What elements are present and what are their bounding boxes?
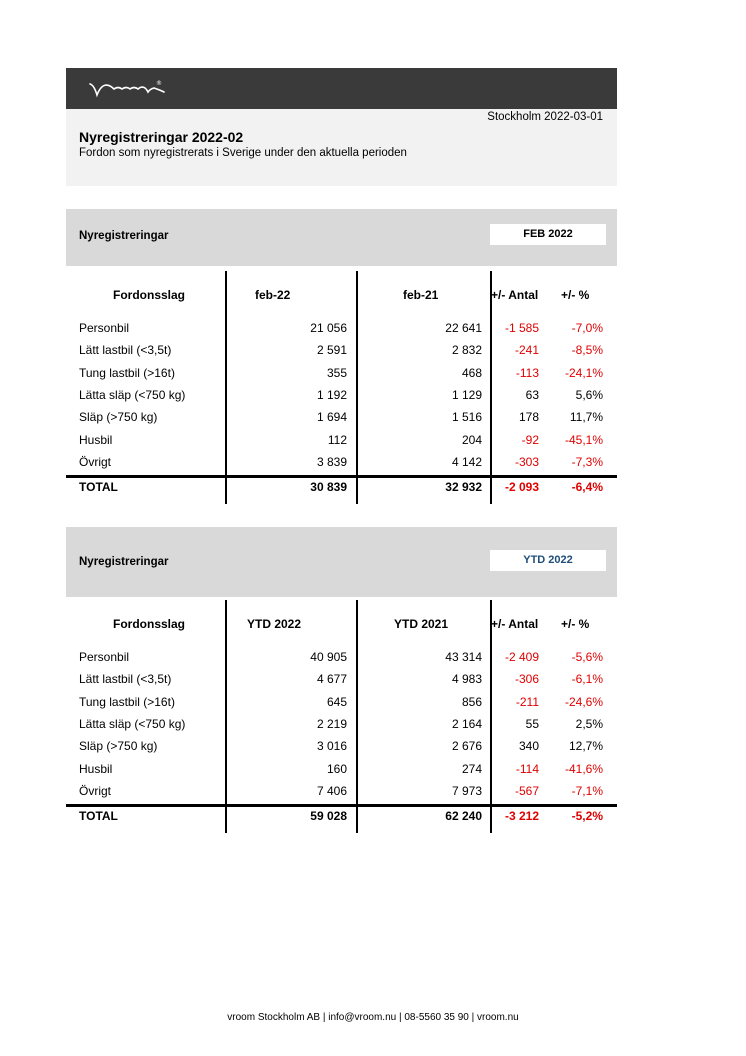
value-percent: -7,1% bbox=[571, 783, 603, 798]
value-percent: -7,3% bbox=[571, 454, 603, 469]
value-percent: -45,1% bbox=[564, 432, 603, 447]
value-diff: -3 212 bbox=[504, 809, 539, 824]
value-previous: 43 314 bbox=[445, 650, 482, 664]
value-current: 2 219 bbox=[316, 716, 347, 731]
value-current: 40 905 bbox=[310, 650, 347, 664]
value-current: 1 694 bbox=[316, 410, 347, 425]
value-percent: -24,6% bbox=[564, 694, 603, 709]
table-row bbox=[66, 759, 617, 781]
row-label: Lätta släp (<750 kg) bbox=[79, 387, 186, 402]
section-band-month bbox=[66, 209, 617, 266]
value-previous: 2 832 bbox=[451, 343, 482, 358]
value-percent: -24,1% bbox=[564, 365, 603, 380]
report-subtitle: Fordon som nyregistrerats i Sverige under den aktuella perioden bbox=[79, 147, 407, 159]
table-row bbox=[66, 714, 617, 736]
report-date: Stockholm 2022-03-01 bbox=[487, 111, 603, 123]
value-diff: -114 bbox=[515, 761, 539, 776]
value-previous: 22 641 bbox=[445, 321, 482, 335]
value-percent: -5,2% bbox=[571, 809, 603, 824]
table-row bbox=[66, 385, 617, 407]
value-diff: -2 409 bbox=[504, 650, 539, 664]
table-month bbox=[66, 271, 617, 506]
table-row bbox=[66, 340, 617, 362]
value-current: 21 056 bbox=[310, 321, 347, 335]
row-label: Lätta släp (<750 kg) bbox=[79, 716, 186, 731]
footer-contact: vroom Stockholm AB | info@vroom.nu | 08-5560 35 90 | vroom.nu bbox=[227, 1012, 519, 1023]
value-percent: -41,6% bbox=[564, 761, 603, 776]
value-current: 1 192 bbox=[316, 387, 347, 402]
value-diff: -2 093 bbox=[504, 480, 539, 495]
value-previous: 1 129 bbox=[451, 387, 482, 402]
table-row bbox=[66, 736, 617, 758]
vroom-logo bbox=[88, 76, 168, 100]
value-percent: -7,0% bbox=[571, 321, 603, 335]
table-row bbox=[66, 452, 617, 474]
value-percent: -5,6% bbox=[571, 650, 603, 664]
value-diff: -567 bbox=[514, 783, 539, 798]
value-current: 30 839 bbox=[310, 480, 347, 495]
value-current: 112 bbox=[327, 432, 347, 447]
value-previous: 274 bbox=[461, 761, 482, 776]
value-diff: -1 585 bbox=[504, 321, 539, 335]
row-label: Tung lastbil (>16t) bbox=[79, 694, 175, 709]
row-label: Övrigt bbox=[79, 783, 112, 798]
section-label: Nyregistreringar bbox=[79, 556, 169, 568]
value-previous: 32 932 bbox=[445, 480, 482, 495]
value-percent: -8,5% bbox=[571, 343, 603, 358]
value-previous: 7 973 bbox=[451, 783, 482, 798]
row-label: TOTAL bbox=[79, 809, 118, 824]
value-previous: 62 240 bbox=[445, 809, 482, 824]
value-current: 2 591 bbox=[316, 343, 347, 358]
column-header: +/- Antal bbox=[491, 288, 539, 302]
row-label: Personbil bbox=[79, 321, 130, 335]
table-row bbox=[66, 669, 617, 691]
value-current: 59 028 bbox=[310, 809, 347, 824]
value-diff: -211 bbox=[515, 694, 539, 709]
row-label: Lätt lastbil (<3,5t) bbox=[79, 343, 172, 358]
value-percent: 12,7% bbox=[568, 739, 603, 754]
value-previous: 2 676 bbox=[451, 739, 482, 754]
value-previous: 468 bbox=[461, 365, 482, 380]
report-header bbox=[66, 109, 617, 186]
table-ytd bbox=[66, 600, 617, 835]
value-diff: -303 bbox=[514, 454, 539, 469]
column-header: feb-21 bbox=[403, 288, 439, 302]
row-label: Personbil bbox=[79, 650, 130, 664]
value-diff: -92 bbox=[521, 432, 539, 447]
value-percent: 2,5% bbox=[575, 716, 603, 731]
value-current: 355 bbox=[326, 365, 347, 380]
value-current: 160 bbox=[326, 761, 347, 776]
row-label: Övrigt bbox=[79, 454, 112, 469]
value-diff: 55 bbox=[525, 716, 539, 731]
row-label: Lätt lastbil (<3,5t) bbox=[79, 672, 172, 687]
value-percent: 11,7% bbox=[569, 410, 603, 425]
value-previous: 4 983 bbox=[451, 672, 482, 687]
row-label: Husbil bbox=[79, 761, 113, 776]
table-row bbox=[66, 407, 617, 429]
column-header: YTD 2022 bbox=[247, 617, 302, 631]
column-header: +/- % bbox=[561, 617, 590, 631]
value-current: 3 016 bbox=[316, 739, 347, 754]
value-previous: 4 142 bbox=[451, 454, 482, 469]
value-diff: 178 bbox=[518, 410, 539, 425]
value-current: 3 839 bbox=[316, 454, 347, 469]
value-diff: 340 bbox=[518, 739, 539, 754]
section-band-ytd bbox=[66, 527, 617, 597]
table-row bbox=[66, 781, 617, 803]
column-header: Fordonsslag bbox=[113, 617, 186, 631]
column-header: Fordonsslag bbox=[113, 288, 186, 302]
value-diff: 63 bbox=[525, 387, 539, 402]
value-previous: 2 164 bbox=[451, 716, 482, 731]
value-previous: 856 bbox=[461, 694, 482, 709]
value-current: 645 bbox=[326, 694, 347, 709]
value-previous: 204 bbox=[461, 432, 482, 447]
row-label: Släp (>750 kg) bbox=[79, 739, 158, 754]
section-label: Nyregistreringar bbox=[79, 230, 169, 242]
value-diff: -113 bbox=[515, 365, 539, 380]
table-row bbox=[66, 363, 617, 385]
column-header: feb-22 bbox=[255, 288, 291, 302]
row-label: Tung lastbil (>16t) bbox=[79, 365, 175, 380]
total-row bbox=[66, 806, 617, 828]
column-header: YTD 2021 bbox=[394, 617, 449, 631]
value-diff: -306 bbox=[514, 672, 539, 687]
total-row bbox=[66, 477, 617, 499]
value-current: 7 406 bbox=[316, 783, 347, 798]
value-percent: -6,4% bbox=[571, 480, 603, 495]
column-header: +/- Antal bbox=[491, 617, 539, 631]
svg-text:®: ® bbox=[156, 80, 162, 87]
table-row bbox=[66, 692, 617, 714]
value-percent: -6,1% bbox=[571, 672, 603, 687]
column-header: +/- % bbox=[561, 288, 590, 302]
value-previous: 1 516 bbox=[451, 410, 482, 425]
report-title: Nyregistreringar 2022-02 bbox=[79, 129, 244, 145]
value-current: 4 677 bbox=[316, 672, 347, 687]
row-label: Husbil bbox=[79, 432, 113, 447]
logo-bar bbox=[66, 68, 617, 109]
table-row bbox=[66, 318, 617, 340]
value-percent: 5,6% bbox=[575, 387, 603, 402]
period-badge: FEB 2022 bbox=[490, 224, 606, 245]
value-diff: -241 bbox=[514, 343, 539, 358]
row-label: Släp (>750 kg) bbox=[79, 410, 158, 425]
period-badge: YTD 2022 bbox=[490, 550, 606, 571]
table-row bbox=[66, 647, 617, 669]
table-row bbox=[66, 430, 617, 452]
row-label: TOTAL bbox=[79, 480, 118, 495]
